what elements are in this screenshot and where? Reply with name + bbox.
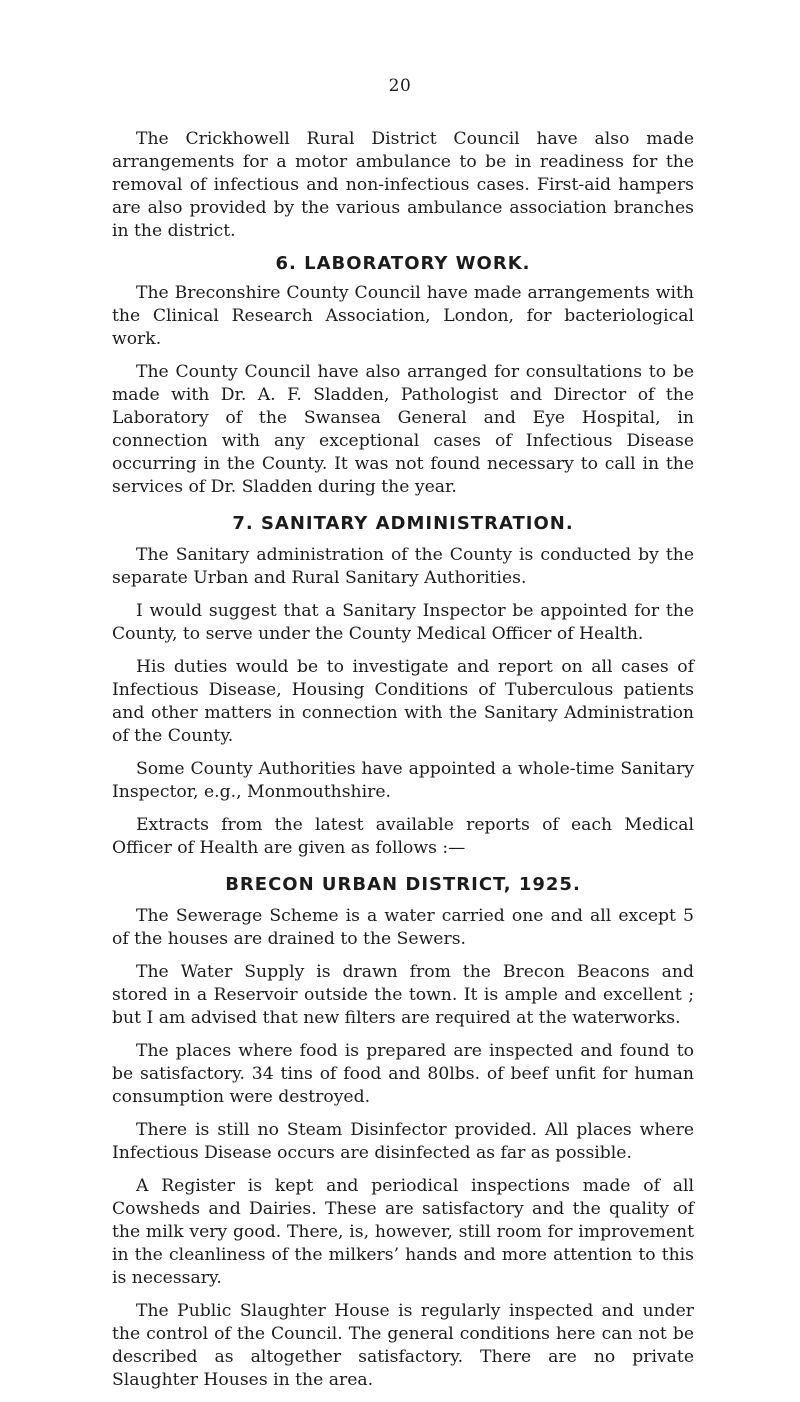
paragraph: Extracts from the latest available reports of each Medical Officer of Health are given as follows :— [112, 815, 694, 858]
section-heading-laboratory-work: 6. LABORATORY WORK. [275, 253, 531, 274]
paragraph: The County Council have also arranged for consultations to be made with Dr. A. F. Sladden, Pathologist and Director of the Laboratory of the Swansea General and Eye Hospital, in connection with any exceptional cases of Infectious Disease occurring in the County. It was not found necessary to call in the services of Dr. Sladden during the year. [112, 362, 694, 497]
paragraph: There is still no Steam Disinfector provided. All places where Infectious Disease occurs are disinfected as far as possible. [112, 1120, 694, 1163]
paragraph: Some County Authorities have appointed a whole-time Sanitary Inspector, e.g., Monmouthshire. [112, 759, 694, 802]
intro-paragraph: The Crickhowell Rural District Council have also made arrangements for a motor ambulance to be in readiness for the removal of infectious and non-infectious cases. First-aid hampers are also provided by the various ambulance association branches in the district. [112, 129, 694, 241]
paragraph: The Sewerage Scheme is a water carried one and all except 5 of the houses are drained to the Sewers. [112, 906, 694, 949]
paragraph: A Register is kept and periodical inspections made of all Cowsheds and Dairies. These are satisfactory and the quality of the milk very good. There, is, however, still room for improvement in the cleanliness of the milkers’ hands and more attention to this is necessary. [112, 1176, 694, 1288]
paragraph: The Public Slaughter House is regularly inspected and under the control of the Council. The general conditions here can not be described as altogether satisfactory. There are no private Slaughter Houses in the area. [112, 1301, 694, 1390]
paragraph: The Sanitary administration of the County is conducted by the separate Urban and Rural Sanitary Authorities. [112, 545, 694, 588]
paragraph: The Breconshire County Council have made arrangements with the Clinical Research Association, London, for bacteriological work. [112, 283, 694, 349]
page-number: 20 [388, 76, 412, 96]
paragraph: The Water Supply is drawn from the Brecon Beacons and stored in a Reservoir outside the town. It is ample and excellent ; but I am advised that new filters are required at the waterworks. [112, 962, 694, 1028]
section-heading-sanitary-administration: 7. SANITARY ADMINISTRATION. [232, 513, 574, 534]
section-heading-brecon-urban-district: BRECON URBAN DISTRICT, 1925. [225, 874, 581, 895]
page-content [112, 128, 694, 1402]
paragraph: His duties would be to investigate and report on all cases of Infectious Disease, Housing Conditions of Tuberculous patients and other matters in connection with the Sanitary Administration of the County. [112, 657, 694, 746]
paragraph: I would suggest that a Sanitary Inspector be appointed for the County, to serve under the County Medical Officer of Health. [112, 601, 694, 644]
paragraph: The places where food is prepared are inspected and found to be satisfactory. 34 tins of food and 80lbs. of beef unfit for human consumption were destroyed. [112, 1041, 694, 1107]
